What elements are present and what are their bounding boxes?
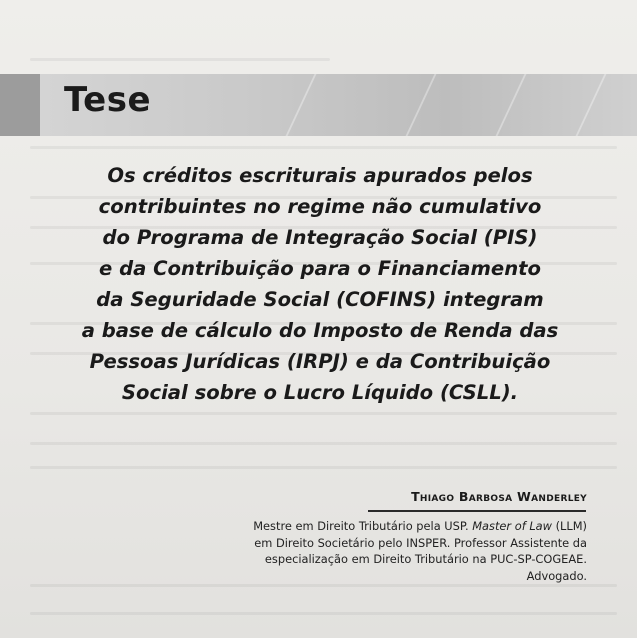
bio-line: [187, 518, 587, 535]
thesis-line: do Programa de Integração Social (PIS): [102, 226, 538, 249]
section-header-accent: [0, 74, 40, 136]
thesis-line: Pessoas Jurídicas (IRPJ) e da Contribuição: [89, 350, 551, 373]
show-through-line: [30, 58, 330, 61]
thesis-line: a base de cálculo do Imposto de Renda das: [81, 319, 559, 342]
thesis-line: da Seguridade Social (COFINS) integram: [96, 288, 544, 311]
thesis-line: Os créditos escriturais apurados pelos: [107, 164, 533, 187]
author-name: Thiago Barbosa Wanderley: [411, 489, 587, 504]
bio-line: em Direito Societário pelo INSPER. Professor Assistente da: [254, 535, 587, 550]
thesis-line: Social sobre o Lucro Líquido (CSLL).: [121, 381, 519, 404]
author-divider: [368, 510, 586, 512]
show-through-line: [30, 584, 617, 587]
author-bio: [187, 518, 587, 584]
thesis-line: e da Contribuição para o Financiamento: [98, 257, 542, 280]
bio-line: especialização em Direito Tributário na PUC-SP-COGEAE.: [264, 552, 587, 566]
show-through-line: [30, 412, 617, 415]
thesis-statement: [40, 160, 600, 408]
bio-line: Advogado.: [526, 568, 587, 583]
show-through-line: [30, 466, 617, 469]
show-through-line: [30, 146, 617, 149]
thesis-line: contribuintes no regime não cumulativo: [98, 195, 542, 218]
bio-text: Mestre em Direito Tributário pela USP.: [253, 519, 473, 533]
bio-text: (LLM): [551, 519, 587, 533]
bio-degree: Master of Law: [472, 519, 552, 533]
show-through-line: [30, 612, 617, 615]
section-title: Tese: [64, 80, 152, 120]
show-through-line: [30, 442, 617, 445]
